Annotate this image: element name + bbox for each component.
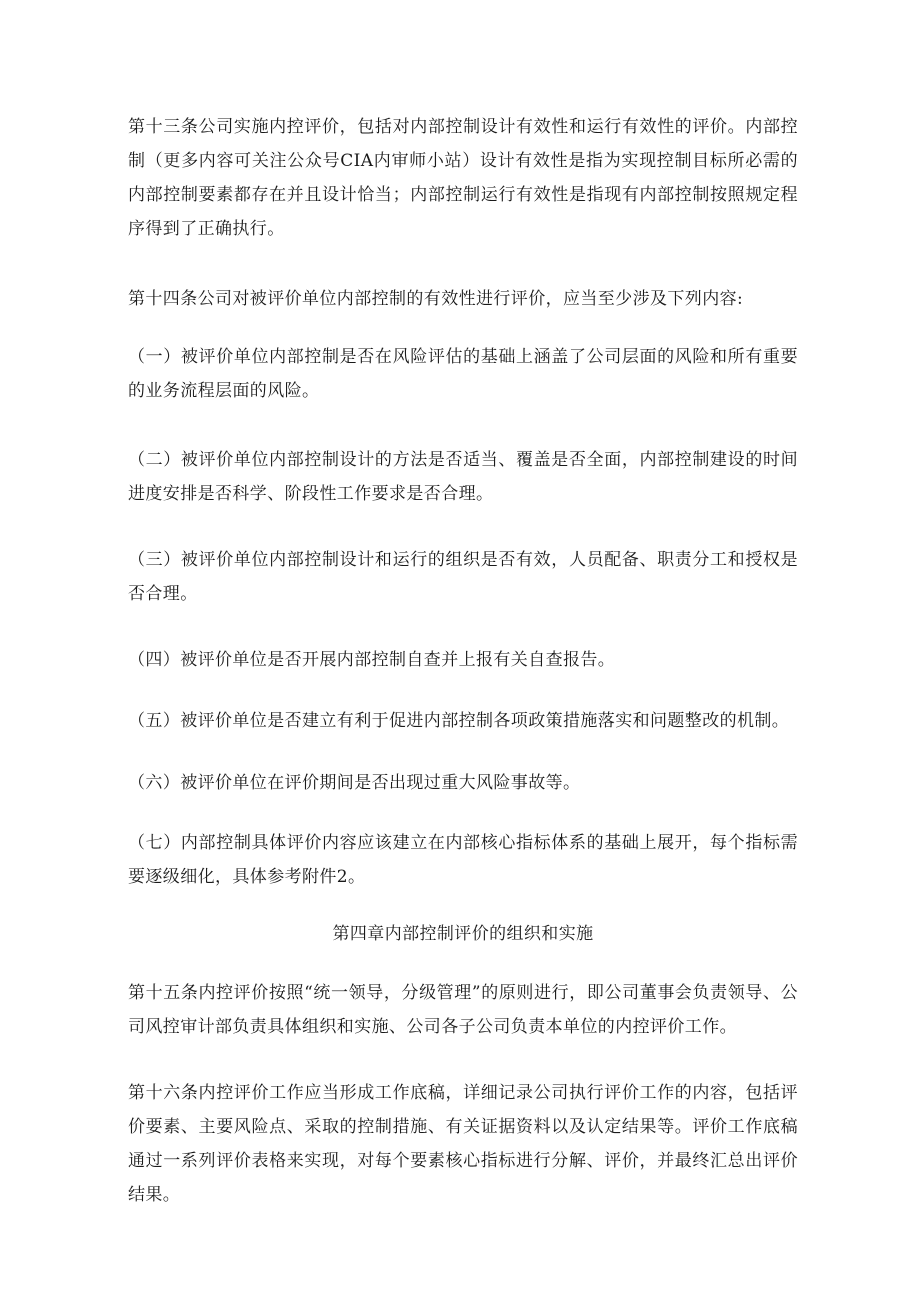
article-13-paragraph: 第十三条公司实施内控评价，包括对内部控制设计有效性和运行有效性的评价。内部控制（更多内容可关注公众号CIA内审师小站）设计有效性是指为实现控制目标所必需的内部控制要素都存在并且设计恰当；内部控制运行有效性是指现有内部控制按照规定程序得到了正确执行。 — [128, 117, 798, 239]
item-2-paragraph: （二）被评价单位内部控制设计的方法是否适当、覆盖是否全面，内部控制建设的时间进度安排是否科学、阶段性工作要求是否合理。 — [128, 450, 798, 504]
item-4-paragraph: （四）被评价单位是否开展内部控制自查并上报有关自查报告。 — [128, 650, 616, 670]
item-5-paragraph: （五）被评价单位是否建立有利于促进内部控制各项政策措施落实和问题整改的机制。 — [128, 711, 790, 731]
article-15-paragraph: 第十五条内控评价按照“统一领导，分级管理”的原则进行，即公司董事会负责领导、公司风控审计部负责具体组织和实施、公司各子公司负责本单位的内控评价工作。 — [128, 983, 798, 1037]
item-1-paragraph: （一）被评价单位内部控制是否在风险评估的基础上涵盖了公司层面的风险和所有重要的业务流程层面的风险。 — [128, 347, 798, 401]
article-16-paragraph: 第十六条内控评价工作应当形成工作底稿，详细记录公司执行评价工作的内容，包括评价要素、主要风险点、采取的控制措施、有关证据资料以及认定结果等。评价工作底稿通过一系列评价表格来实现，对每个要素核心指标进行分解、评价，并最终汇总出评价结果。 — [128, 1083, 798, 1205]
item-6-paragraph: （六）被评价单位在评价期间是否出现过重大风险事故等。 — [128, 773, 581, 793]
item-3-paragraph: （三）被评价单位内部控制设计和运行的组织是否有效，人员配备、职责分工和授权是否合理。 — [128, 550, 798, 604]
chapter-heading: 第四章内部控制评价的组织和实施 — [332, 924, 594, 944]
article-14-paragraph: 第十四条公司对被评价单位内部控制的有效性进行评价，应当至少涉及下列内容: — [128, 289, 744, 309]
item-7-paragraph: （七）内部控制具体评价内容应该建立在内部核心指标体系的基础上展开，每个指标需要逐级细化，具体参考附件2。 — [128, 833, 798, 887]
